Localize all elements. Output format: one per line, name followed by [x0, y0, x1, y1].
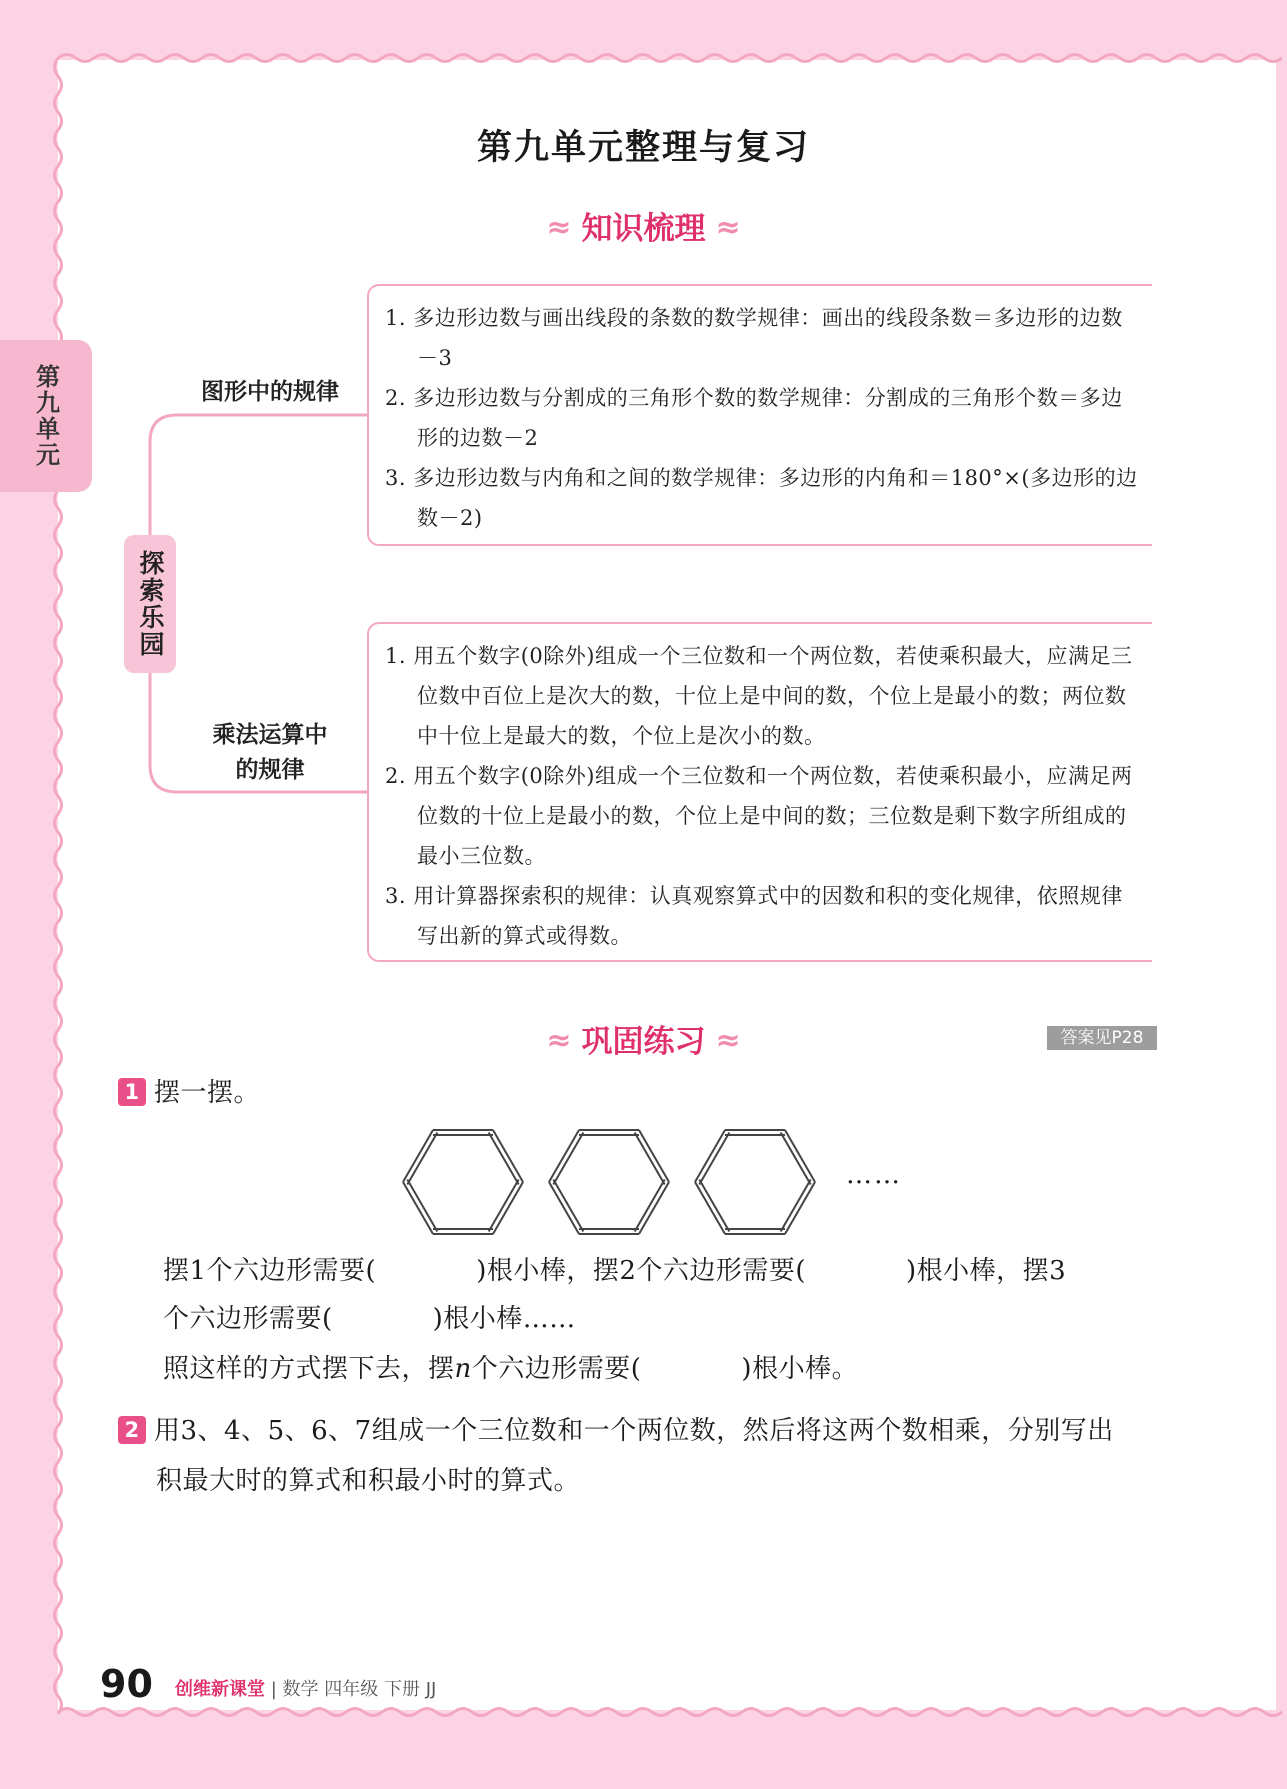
stick: [639, 1182, 669, 1234]
question-1-prompt: [118, 1072, 260, 1109]
stick: [781, 1133, 811, 1185]
question-2-text: 积最大时的算式和积最小时的算式。: [156, 1466, 581, 1496]
wave-right-icon: ≈: [715, 210, 741, 245]
question-1-prompt-text: 摆一摆。: [154, 1078, 261, 1108]
mindmap-root-label: 探索乐园: [136, 550, 165, 658]
stick: [695, 1130, 725, 1182]
stick: [785, 1130, 815, 1182]
answer-reference-badge: 答案见P28: [1047, 1026, 1157, 1050]
question-2-number: 2: [118, 1416, 146, 1444]
q1-text: 个六边形需要(: [163, 1304, 333, 1334]
section-knowledge-heading: [0, 203, 1287, 248]
knowledge-item: 2. 用五个数字(0除外)组成一个三位数和一个两位数，若使乘积最小，应满足两位数的十位上是最小的数，个位上是中间的数；三位数是剩下数字所组成的最小三位数。: [385, 764, 1133, 868]
knowledge-item: 1. 用五个数字(0除外)组成一个三位数和一个两位数，若使乘积最大，应满足三位数中百位上是次大的数，十位上是中间的数，个位上是最小的数；两位数中十位上是最大的数，个位上是次小的数。: [385, 644, 1133, 748]
hexagon-sticks-figure: [400, 1118, 840, 1248]
page-number: 90: [100, 1662, 153, 1706]
stick: [699, 1180, 729, 1232]
stick: [489, 1180, 519, 1232]
footer-separator: |: [270, 1679, 277, 1700]
stick: [407, 1180, 437, 1232]
q1-text: )根小棒……: [432, 1304, 576, 1334]
branch-label-line: 图形中的规律: [201, 379, 339, 405]
knowledge-item: 2. 多边形边数与分割成的三角形个数的数学规律：分割成的三角形个数＝多边形的边数－2: [385, 386, 1123, 450]
section-practice-label: 巩固练习: [581, 1024, 706, 1060]
branch-label-multiply-rules: [185, 718, 355, 788]
knowledge-box-multiply-rules: [367, 622, 1152, 962]
stick: [549, 1182, 579, 1234]
knowledge-box-shape-rules: [367, 284, 1152, 546]
stick: [489, 1133, 519, 1185]
q1-text: )根小棒，摆3: [906, 1256, 1067, 1286]
question-1-line-3: [163, 1348, 858, 1385]
stick: [553, 1180, 583, 1232]
section-knowledge-label: 知识梳理: [581, 211, 706, 247]
stick: [781, 1180, 811, 1232]
knowledge-item: 1. 多边形边数与画出线段的条数的数学规律：画出的线段条数＝多边形的边数－3: [385, 306, 1123, 370]
q1-text: 摆1个六边形需要(: [163, 1256, 377, 1286]
stick: [639, 1130, 669, 1182]
question-1-line-1: [163, 1250, 1066, 1287]
footer-brand: 创维新课堂: [175, 1679, 265, 1700]
wave-right-icon: ≈: [715, 1023, 741, 1058]
question-1-number: 1: [118, 1078, 146, 1106]
unit-side-tab-label: 第九单元: [31, 364, 60, 468]
wave-left-icon: ≈: [546, 1023, 572, 1058]
stick: [553, 1133, 583, 1185]
mindmap-root: [124, 535, 176, 673]
stick: [635, 1133, 665, 1185]
q1-text: 个六边形需要(: [471, 1354, 642, 1384]
branch-label-shape-rules: [185, 375, 355, 410]
stick: [549, 1130, 579, 1182]
branch-label-line: 乘法运算中: [212, 722, 328, 748]
question-2-text: 用3、4、5、6、7组成一个三位数和一个两位数，然后将这两个数相乘，分别写出: [154, 1416, 1114, 1446]
footer-book-info: 数学 四年级 下册 JJ: [282, 1679, 437, 1700]
knowledge-item: 3. 多边形边数与内角和之间的数学规律：多边形的内角和＝180°×(多边形的边数－2): [385, 466, 1138, 530]
stick: [785, 1182, 815, 1234]
page-title: 第九单元整理与复习: [476, 128, 810, 168]
footer-series: [175, 1675, 436, 1701]
wave-left-icon: ≈: [546, 210, 572, 245]
stick: [635, 1180, 665, 1232]
q1-text: 照这样的方式摆下去，摆: [163, 1354, 455, 1384]
stick: [695, 1182, 725, 1234]
q1-text: )根小棒，摆2个六边形需要(: [476, 1256, 807, 1286]
q1-variable-n: n: [454, 1354, 472, 1384]
knowledge-item: 3. 用计算器探索积的规律：认真观察算式中的因数和积的变化规律，依照规律写出新的算式或得数。: [385, 884, 1123, 948]
stick: [493, 1182, 523, 1234]
question-1-line-2: [163, 1298, 576, 1335]
continuation-dots: ……: [846, 1160, 902, 1190]
q1-text: )根小棒。: [741, 1354, 859, 1384]
branch-label-line: 的规律: [235, 757, 305, 783]
stick: [493, 1130, 523, 1182]
question-2-line-2: [156, 1460, 580, 1497]
unit-side-tab: [0, 340, 92, 492]
stick: [699, 1133, 729, 1185]
stick: [407, 1133, 437, 1185]
stick: [403, 1130, 433, 1182]
question-2-line-1: [118, 1410, 1114, 1447]
stick: [403, 1182, 433, 1234]
